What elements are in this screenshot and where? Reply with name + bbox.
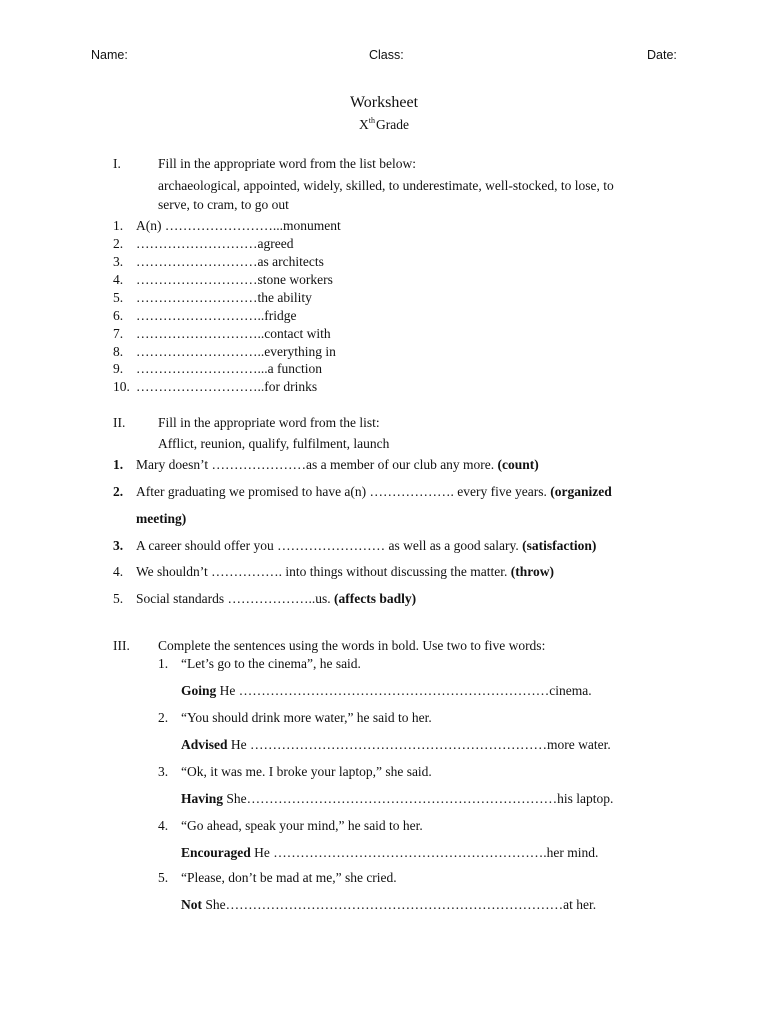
section2-item-num: 3.	[113, 538, 124, 553]
section3-quote: “Please, don’t be mad at me,” she cried.	[181, 870, 397, 885]
section3-quote: “You should drink more water,” he said to her.	[181, 710, 432, 725]
hint: (throw)	[510, 564, 555, 579]
section1-numeral: I.	[113, 156, 121, 171]
hint: (affects badly)	[334, 591, 417, 606]
section1-item: 4.	[113, 272, 124, 287]
section1-item-text: ………………………...a function	[136, 361, 322, 376]
section2-item: We shouldn’t ……………. into things without discussing the matter. (throw)	[136, 564, 555, 579]
section1-instruction: Fill in the appropriate word from the list below:	[158, 156, 416, 171]
class-label: Class:	[369, 48, 404, 62]
section1-item-text: ………………………..everything in	[136, 344, 336, 359]
keyword: Having	[181, 791, 224, 806]
section3-answer-line: Encouraged He …………………………………………………….her mind.	[181, 845, 599, 860]
section2-word-list: Afflict, reunion, qualify, fulfilment, launch	[158, 436, 390, 451]
hint: (satisfaction)	[522, 538, 597, 553]
page-title: Worksheet	[349, 94, 419, 111]
section2-item-num: 2.	[113, 484, 124, 499]
section2-numeral: II.	[113, 415, 126, 430]
section3-item-num: 3.	[158, 764, 169, 779]
section1-item: 8.	[113, 344, 124, 359]
section2-item: A career should offer you …………………… as well as a good salary. (satisfaction)	[136, 538, 597, 553]
section1-item-text: ………………………..for drinks	[136, 379, 318, 394]
section3-answer-line: Advised He …………………………………………………………more water.	[181, 737, 611, 752]
section1-word-list-cont: serve, to cram, to go out	[158, 197, 289, 212]
section1-item: 2.	[113, 236, 124, 251]
section1-item-text: ………………………stone workers	[136, 272, 333, 287]
keyword: Advised	[181, 737, 228, 752]
section2-instruction: Fill in the appropriate word from the list:	[158, 415, 380, 430]
section1-item-text: ………………………..contact with	[136, 326, 331, 341]
keyword: Not	[181, 897, 202, 912]
keyword: Encouraged	[181, 845, 251, 860]
section1-word-list: archaeological, appointed, widely, skilled, to underestimate, well-stocked, to lose, to	[158, 178, 614, 193]
section2-item-num: 1.	[113, 457, 124, 472]
section1-item-text: ………………………the ability	[136, 290, 312, 305]
date-label: Date:	[647, 48, 677, 62]
section3-quote: “Ok, it was me. I broke your laptop,” she said.	[181, 764, 432, 779]
section1-item: 7.	[113, 326, 124, 341]
section2-item-num: 4.	[113, 564, 124, 579]
section1-item: 3.	[113, 254, 124, 269]
section2-item: Social standards ………………..us. (affects badly)	[136, 591, 417, 606]
keyword: Going	[181, 683, 217, 698]
section3-answer-line: Having She……………………………………………………………his laptop.	[181, 791, 614, 806]
section1-item: 10.	[113, 379, 130, 394]
section3-item-num: 2.	[158, 710, 169, 725]
section3-quote: “Go ahead, speak your mind,” he said to her.	[181, 818, 423, 833]
hint: (organized	[550, 484, 612, 499]
section3-item-num: 4.	[158, 818, 169, 833]
section3-answer-line: Not She…………………………………………………………………at her.	[181, 897, 597, 912]
section3-instruction: Complete the sentences using the words in bold. Use two to five words:	[158, 638, 546, 653]
section1-item: 9.	[113, 361, 124, 376]
section1-item-text: A(n) ……………………...monument	[136, 218, 341, 233]
section2-item-num: 5.	[113, 591, 124, 606]
section3-quote: “Let’s go to the cinema”, he said.	[181, 656, 361, 671]
section1-item: 6.	[113, 308, 124, 323]
page-subtitle: XthGrade	[359, 116, 409, 132]
name-label: Name:	[91, 48, 128, 62]
section1-item-text: ………………………agreed	[136, 236, 294, 251]
section1-item: 1.	[113, 218, 124, 233]
hint-cont: meeting)	[136, 511, 187, 526]
section3-numeral: III.	[113, 638, 130, 653]
section1-item-text: ………………………as architects	[136, 254, 324, 269]
section2-item: Mary doesn’t …………………as a member of our club any more. (count)	[136, 457, 539, 472]
hint: (count)	[497, 457, 539, 472]
section2-item: After graduating we promised to have a(n) ………………. every five years. (organized	[136, 484, 612, 499]
section1-item: 5.	[113, 290, 124, 305]
section1-item-text: ………………………..fridge	[136, 308, 297, 323]
section3-item-num: 5.	[158, 870, 169, 885]
section3-item-num: 1.	[158, 656, 169, 671]
section3-answer-line: Going He ……………………………………………………………cinema.	[181, 683, 592, 698]
